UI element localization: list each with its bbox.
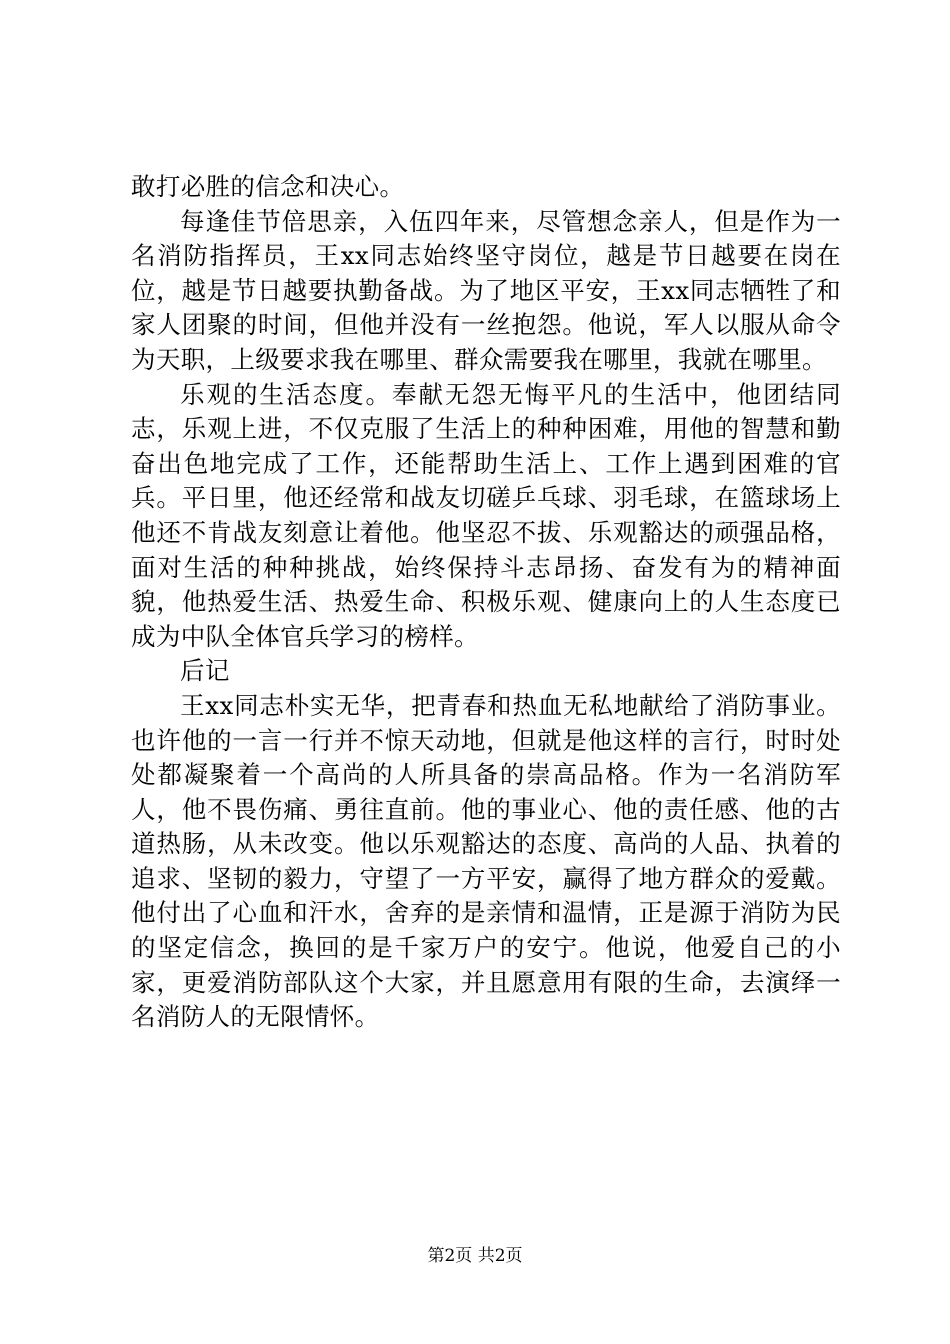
paragraph-1: 敢打必胜的信念和决心。 [131,172,405,201]
page-number-footer: 第2页 共2页 [427,1246,523,1266]
paragraph-3: 乐观的生活态度。奉献无怨无悔平凡的生活中，他团结同志，乐观上进，不仅克服了生活上的种种困难，用他的智慧和勤奋出色地完成了工作，还能帮助生活上、工作上遇到困难的官兵。平日里，他还经常和战友切磋乒乓球、羽毛球，在篮球场上他还不肯战友刻意让着他。他坚忍不拔、乐观豁达的顽强品格，面对生活的种种挑战，始终保持斗志昂扬、奋发有为的精神面貌，他热爱生活、热爱生命、积极乐观、健康向上的人生态度已成为中队全体官兵学习的榜样。 [131,379,841,651]
paragraph-2: 每逢佳节倍思亲，入伍四年来，尽管想念亲人，但是作为一名消防指挥员，王xx同志始终坚守岗位，越是节日越要在岗在位，越是节日越要执勤备战。为了地区平安，王xx同志牺牲了和家人团聚的时间，但他并没有一丝抱怨。他说，军人以服从命令为天职，上级要求我在哪里、群众需要我在哪里，我就在哪里。 [131,206,841,374]
section-heading-postscript: 后记 [180,656,230,686]
paragraph-4: 王xx同志朴实无华，把青春和热血无私地献给了消防事业。也许他的一言一行并不惊天动地，但就是他这样的言行，时时处处都凝聚着一个高尚的人所具备的崇高品格。作为一名消防军人，他不畏伤痛、勇往直前。他的事业心、他的责任感、他的古道热肠，从未改变。他以乐观豁达的态度、高尚的人品、执着的追求、坚韧的毅力，守望了一方平安，赢得了地方群众的爱戴。他付出了心血和汗水，舍弃的是亲情和温情，正是源于消防为民的坚定信念，换回的是千家万户的安宁。他说，他爱自己的小家，更爱消防部队这个大家，并且愿意用有限的生命，去演绎一名消防人的无限情怀。 [131,690,841,1032]
document-body [131,170,841,1035]
